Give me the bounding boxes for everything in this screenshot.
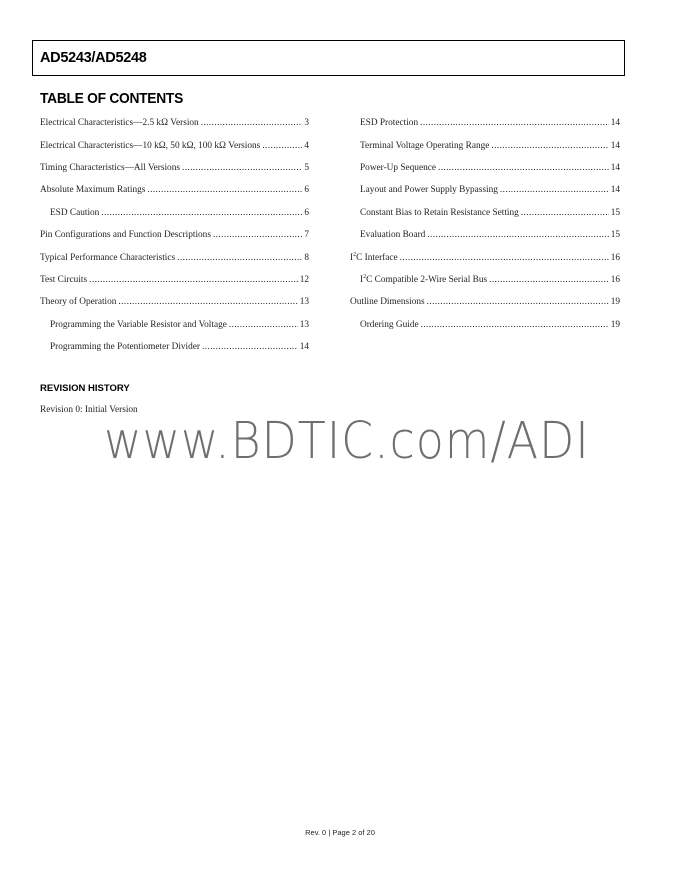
toc-entry-page: 19: [610, 319, 620, 330]
toc-entry[interactable]: [40, 157, 309, 179]
toc-entry[interactable]: [350, 224, 620, 246]
toc-dot-leader: [182, 163, 302, 173]
toc-entry[interactable]: [40, 269, 309, 291]
toc-entry[interactable]: [40, 314, 309, 336]
toc-entry[interactable]: [40, 202, 309, 224]
toc-entry-title: Typical Performance Characteristics: [40, 252, 176, 263]
toc-entry[interactable]: [350, 202, 620, 224]
page-footer: Rev. 0 | Page 2 of 20: [305, 828, 375, 837]
toc-entry-page: 8: [304, 252, 309, 263]
toc-entry[interactable]: [350, 134, 620, 156]
toc-dot-leader: [118, 297, 297, 307]
toc-heading: TABLE OF CONTENTS: [40, 90, 184, 107]
toc-entry-title: Constant Bias to Retain Resistance Setting: [360, 207, 519, 218]
toc-entry[interactable]: [350, 112, 620, 134]
toc-entry-title: $I^2C$ Interface: [350, 251, 398, 263]
toc-entry-title: Outline Dimensions: [350, 297, 425, 308]
toc-entry-page: 19: [610, 297, 620, 308]
toc-entry[interactable]: [40, 246, 309, 268]
toc-entry-title: Electrical Characteristics—10 kΩ, 50 kΩ, 100 kΩ Versions: [40, 140, 261, 151]
toc-entry[interactable]: [350, 314, 620, 336]
revision-history-heading: REVISION HISTORY: [40, 383, 130, 394]
toc-entry-page: 15: [610, 230, 620, 241]
toc-entry-page: 16: [610, 274, 620, 285]
toc-dot-leader: [89, 275, 298, 285]
toc-entry[interactable]: [350, 246, 620, 268]
toc-entry-title: Layout and Power Supply Bypassing: [360, 185, 498, 196]
toc-entry-page: 14: [610, 185, 620, 196]
toc-dot-leader: [421, 320, 609, 330]
toc-dot-leader: [427, 230, 608, 240]
toc-dot-leader: [427, 297, 609, 307]
toc-dot-leader: [201, 118, 303, 128]
toc-entry-page: 5: [304, 162, 309, 173]
toc-entry-title: Programming the Potentiometer Divider: [50, 342, 201, 353]
toc-entry-title: Theory of Operation: [40, 297, 117, 308]
toc-entry-page: 7: [304, 230, 309, 241]
toc-entry-title: Terminal Voltage Operating Range: [360, 140, 490, 151]
toc-dot-leader: [521, 208, 609, 218]
toc-entry-title: Timing Characteristics—All Versions: [40, 162, 180, 173]
toc-entry[interactable]: [40, 224, 309, 246]
toc-entry[interactable]: [40, 291, 309, 313]
header-box: [32, 40, 625, 76]
toc-right-column: [350, 112, 620, 336]
toc-entry-title: Ordering Guide: [360, 319, 419, 330]
toc-entry-page: 12: [299, 274, 309, 285]
toc-entry-page: 14: [610, 162, 620, 173]
toc-dot-leader: [438, 163, 609, 173]
toc-entry-page: 16: [610, 252, 620, 263]
toc-entry[interactable]: [40, 112, 309, 134]
toc-entry[interactable]: [350, 269, 620, 291]
toc-entry-page: 14: [299, 342, 309, 353]
toc-dot-leader: [202, 342, 298, 352]
toc-entry-title: Absolute Maximum Ratings: [40, 185, 146, 196]
watermark-text: www.BDTIC.com/ADI: [104, 412, 590, 471]
toc-entry[interactable]: [350, 291, 620, 313]
toc-entry-page: 15: [610, 207, 620, 218]
toc-entry-page: 6: [304, 185, 309, 196]
part-number-title: AD5243/AD5248: [40, 50, 147, 66]
toc-dot-leader: [213, 230, 302, 240]
toc-entry-title: Test Circuits: [40, 274, 88, 285]
toc-dot-leader: [489, 275, 609, 285]
toc-dot-leader: [101, 208, 302, 218]
toc-dot-leader: [229, 320, 298, 330]
toc-entry[interactable]: [40, 336, 309, 358]
toc-entry-title: $I^2C$ Compatible 2-Wire Serial Bus: [360, 273, 488, 285]
toc-entry-title: Electrical Characteristics—2.5 kΩ Version: [40, 118, 199, 129]
toc-dot-leader: [491, 141, 608, 151]
toc-dot-leader: [420, 118, 609, 128]
toc-entry-page: 6: [304, 207, 309, 218]
toc-entry-title: Programming the Variable Resistor and Voltage: [50, 319, 227, 330]
toc-entry-page: 4: [304, 140, 309, 151]
toc-entry-title: Pin Configurations and Function Descriptions: [40, 230, 211, 241]
toc-entry[interactable]: [40, 134, 309, 156]
toc-dot-leader: [262, 141, 302, 151]
toc-entry-page: 3: [304, 118, 309, 129]
toc-entry[interactable]: [40, 179, 309, 201]
revision-entry: Revision 0: Initial Version: [40, 405, 138, 415]
toc-dot-leader: [177, 253, 302, 263]
toc-dot-leader: [500, 185, 609, 195]
toc-entry-title: ESD Caution: [50, 207, 100, 218]
toc-entry-title: ESD Protection: [360, 118, 419, 129]
toc-entry-page: 14: [610, 118, 620, 129]
toc-entry-page: 13: [299, 319, 309, 330]
toc-entry[interactable]: [350, 179, 620, 201]
toc-entry[interactable]: [350, 157, 620, 179]
toc-entry-title: Power-Up Sequence: [360, 162, 436, 173]
toc-left-column: [40, 112, 309, 358]
toc-dot-leader: [147, 185, 302, 195]
toc-entry-page: 13: [299, 297, 309, 308]
toc-entry-page: 14: [610, 140, 620, 151]
toc-dot-leader: [400, 253, 609, 263]
toc-entry-title: Evaluation Board: [360, 230, 426, 241]
